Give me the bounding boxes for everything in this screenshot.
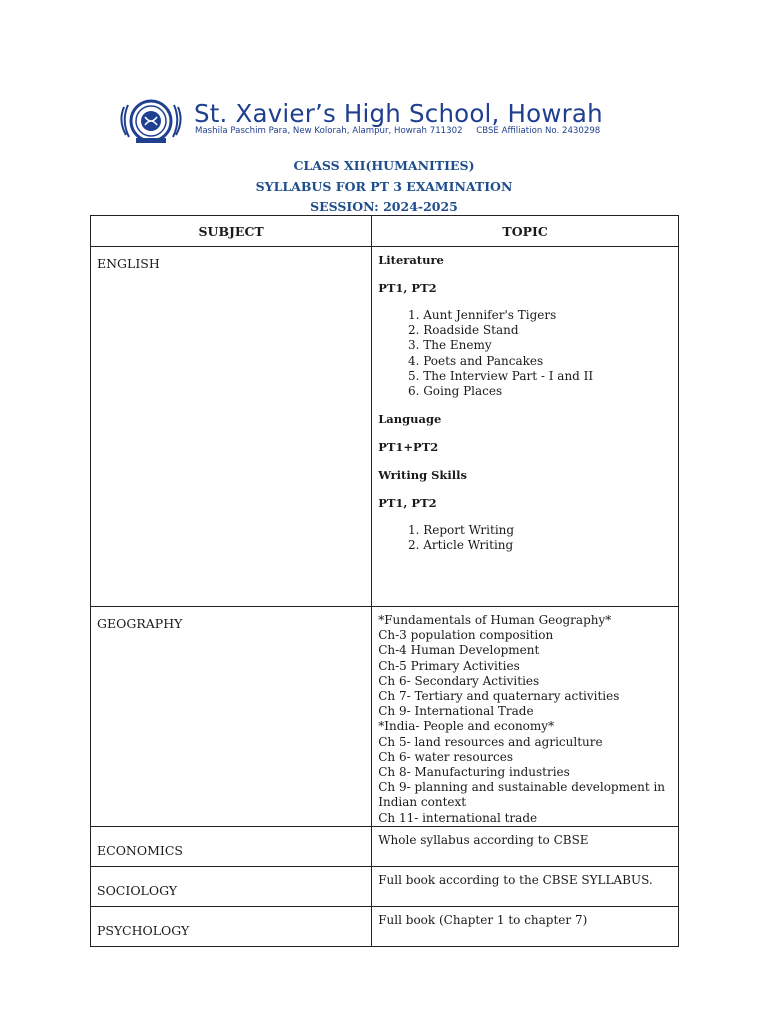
list-item: *Fundamentals of Human Geography* <box>378 613 612 627</box>
list-item: 3. The Enemy <box>423 338 672 353</box>
topic-sociology: Full book according to the CBSE SYLLABUS. <box>372 866 679 906</box>
subject-psychology: PSYCHOLOGY <box>91 906 372 946</box>
list-item: Ch-3 population composition <box>378 628 554 643</box>
subject-geography: GEOGRAPHY <box>91 607 372 827</box>
list-item: Ch-5 Primary Activities <box>378 658 520 673</box>
school-name: St. Xavier’s High School, Howrah <box>194 99 603 128</box>
column-header-topic: TOPIC <box>372 216 679 247</box>
list-item: 1. Aunt Jennifer's Tigers <box>423 308 672 323</box>
subject-sociology: SOCIOLOGY <box>91 866 372 906</box>
subject-english: ENGLISH <box>91 247 372 607</box>
document-title-block <box>0 156 768 218</box>
subject-economics: ECONOMICS <box>91 826 372 866</box>
syllabus-title: SYLLABUS FOR PT 3 EXAMINATION <box>255 178 513 194</box>
list-item: Ch 9- International Trade <box>378 704 534 719</box>
table-row-geography <box>91 607 679 827</box>
table-row-psychology <box>91 906 679 946</box>
geography-topic-lines <box>378 607 672 826</box>
literature-tests: PT1, PT2 <box>378 281 437 295</box>
list-item: Ch-4 Human Development <box>378 643 540 658</box>
session-title: SESSION: 2024-2025 <box>310 199 458 214</box>
school-crest-logo <box>116 97 186 145</box>
literature-label: Literature <box>378 253 444 267</box>
list-item: 5. The Interview Part - I and II <box>423 369 672 384</box>
table-row-sociology <box>91 866 679 906</box>
table-header-row <box>91 216 679 247</box>
topic-economics: Whole syllabus according to CBSE <box>372 826 679 866</box>
writing-skills-label: Writing Skills <box>378 468 467 483</box>
writing-skills-tests: PT1, PT2 <box>378 496 437 511</box>
list-item: Ch 9- planning and sustainable development in Indian context <box>378 780 666 810</box>
list-item: Ch 6- Secondary Activities <box>378 673 540 688</box>
list-item: 2. Article Writing <box>423 538 672 553</box>
class-title: CLASS XII(HUMANITIES) <box>293 158 475 173</box>
list-item: *India- People and economy* <box>378 719 555 734</box>
letterhead <box>116 97 656 147</box>
list-item: Ch 11- international trade <box>378 810 538 825</box>
list-item: Ch 5- land resources and agriculture <box>378 734 603 749</box>
topic-psychology: Full book (Chapter 1 to chapter 7) <box>372 906 679 946</box>
table-row-economics <box>91 826 679 866</box>
list-item: 2. Roadside Stand <box>423 323 672 338</box>
school-address: Mashila Paschim Para, New Kolorah, Alampur, Howrah 711302 <box>195 126 463 136</box>
topic-english <box>372 247 679 607</box>
topic-geography <box>372 607 679 827</box>
list-item: Ch 6- water resources <box>378 749 514 764</box>
affiliation-number: CBSE Affiliation No. 2430298 <box>476 126 601 136</box>
list-item: Ch 8- Manufacturing industries <box>378 765 570 780</box>
table-row-english <box>91 247 679 607</box>
language-label: Language <box>378 412 442 427</box>
syllabus-table <box>90 215 679 947</box>
language-tests: PT1+PT2 <box>378 440 439 455</box>
list-item: 4. Poets and Pancakes <box>423 354 672 369</box>
column-header-subject: SUBJECT <box>91 216 372 247</box>
writing-skills-list <box>378 523 672 553</box>
literature-list <box>378 308 672 399</box>
school-address-line <box>195 126 600 136</box>
list-item: 6. Going Places <box>423 384 672 399</box>
list-item: Ch 7- Tertiary and quaternary activities <box>378 689 620 704</box>
list-item: 1. Report Writing <box>423 523 672 538</box>
